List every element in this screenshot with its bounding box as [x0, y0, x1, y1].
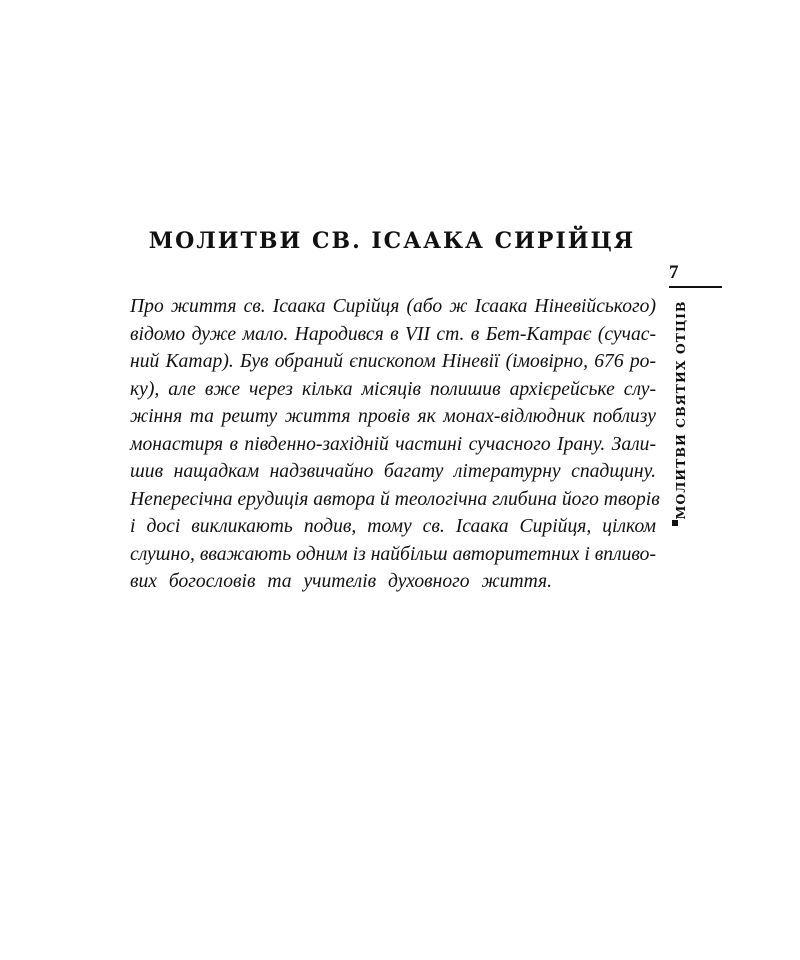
- page-number: 7: [669, 262, 679, 283]
- page-title: МОЛИТВИ СВ. ІСААКА СИРІЙЦЯ: [148, 228, 636, 254]
- running-head-text: МОЛИТВИ СВЯТИХ ОТЦІВ: [672, 300, 688, 520]
- text-line: вих богословів та учителів духовного життя.: [130, 571, 553, 592]
- text-line: монастиря в південно-західній частині сучасного Ірану. Зали-: [130, 433, 656, 455]
- text-line: ку), але вже через кілька місяців полишив архієрейське слу-: [130, 378, 656, 400]
- text-line: відомо дуже мало. Народився в VII ст. в Бет-Катрає (сучас-: [130, 323, 656, 345]
- body-paragraph: [130, 293, 660, 596]
- text-line: ний Катар). Був обраний єпископом Ніневії (імовірно, 676 ро-: [130, 351, 656, 372]
- text-line: і досі викликають подив, тому св. Ісаака Сирійця, цілком: [130, 516, 656, 537]
- text-line: слушно, вважають одним із найбільш авторитетних і впливо-: [130, 543, 656, 565]
- text-line: Непересічна ерудиція автора й теологічна глибина його творів: [130, 488, 660, 510]
- text-line: шив нащадкам надзвичайно багату літературну спадщину.: [130, 461, 656, 482]
- text-line: жіння та решту життя провів як монах-відлюдник поблизу: [130, 406, 656, 427]
- square-bullet-icon: [672, 520, 678, 526]
- text-line: Про життя св. Ісаака Сирійця (або ж Ісаака Ніневійського): [130, 296, 656, 317]
